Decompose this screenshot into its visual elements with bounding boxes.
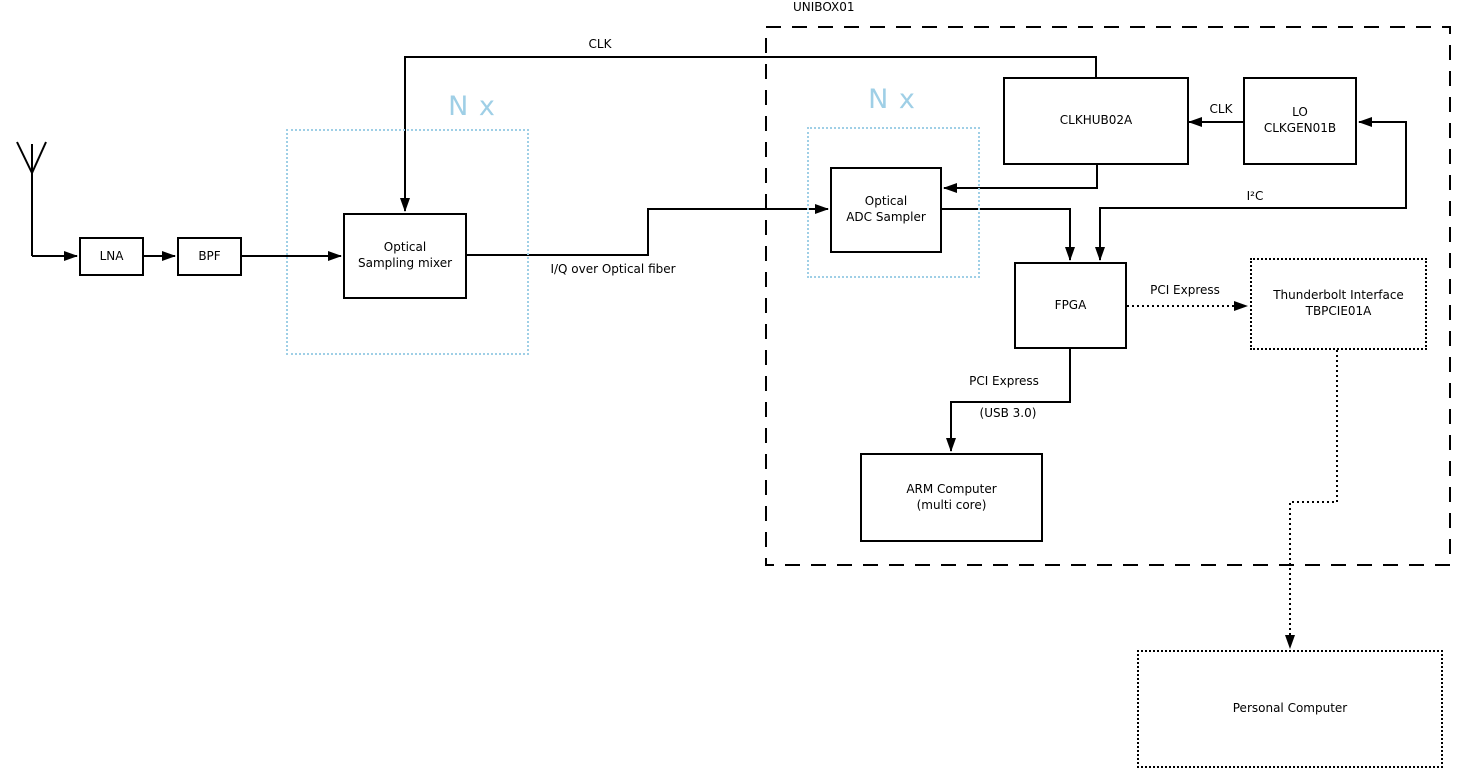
optical-sampling-mixer-block (343, 213, 467, 299)
arm-computer-block (860, 453, 1043, 542)
thunderbolt-label-line1: Thunderbolt Interface (1273, 288, 1404, 303)
bpf-block (177, 237, 242, 276)
adc-label-line1: Optical (864, 194, 908, 209)
lo-clkgen-block (1243, 77, 1357, 165)
adc-label-line2: ADC Sampler (846, 210, 926, 224)
clk-lo-label: CLK (1209, 102, 1233, 116)
nx-label-right: N x (868, 84, 916, 115)
lna-label: LNA (99, 248, 124, 263)
clkhub-label: CLKHUB02A (1059, 113, 1133, 128)
unibox-title: UNIBOX01 (793, 0, 855, 14)
clk-top-label: CLK (588, 37, 612, 51)
pci-express-tb-label: PCI Express (1150, 283, 1220, 297)
lo-label-line1: LO (1292, 105, 1308, 120)
usb-label: (USB 3.0) (979, 406, 1037, 420)
arm-label-line1: ARM Computer (906, 481, 997, 496)
pci-express-arm-label: PCI Express (969, 374, 1039, 388)
nx-label-left: N x (448, 91, 496, 122)
iq-fiber-label: I/Q over Optical fiber (550, 262, 676, 276)
mixer-label-line2: Sampling mixer (357, 256, 453, 270)
mixer-label-line1: Optical (383, 240, 427, 255)
lna-block (79, 237, 144, 276)
fpga-block (1014, 262, 1127, 349)
clkhub-block (1003, 77, 1189, 165)
thunderbolt-interface-block (1250, 258, 1427, 350)
thunderbolt-pc-wire (1290, 350, 1337, 648)
thunderbolt-label-line2: TBPCIE01A (1305, 304, 1372, 318)
fpga-arm-wire (951, 349, 1070, 451)
bpf-label: BPF (198, 248, 221, 263)
antenna-icon (17, 142, 46, 256)
fpga-label: FPGA (1054, 297, 1087, 312)
pc-label: Personal Computer (1232, 701, 1348, 716)
lo-label-line2: CLKGEN01B (1263, 121, 1337, 135)
optical-adc-sampler-block (830, 167, 942, 253)
personal-computer-block (1137, 650, 1443, 768)
arm-label-line2: (multi core) (916, 497, 987, 512)
i2c-label: I²C (1246, 189, 1264, 203)
